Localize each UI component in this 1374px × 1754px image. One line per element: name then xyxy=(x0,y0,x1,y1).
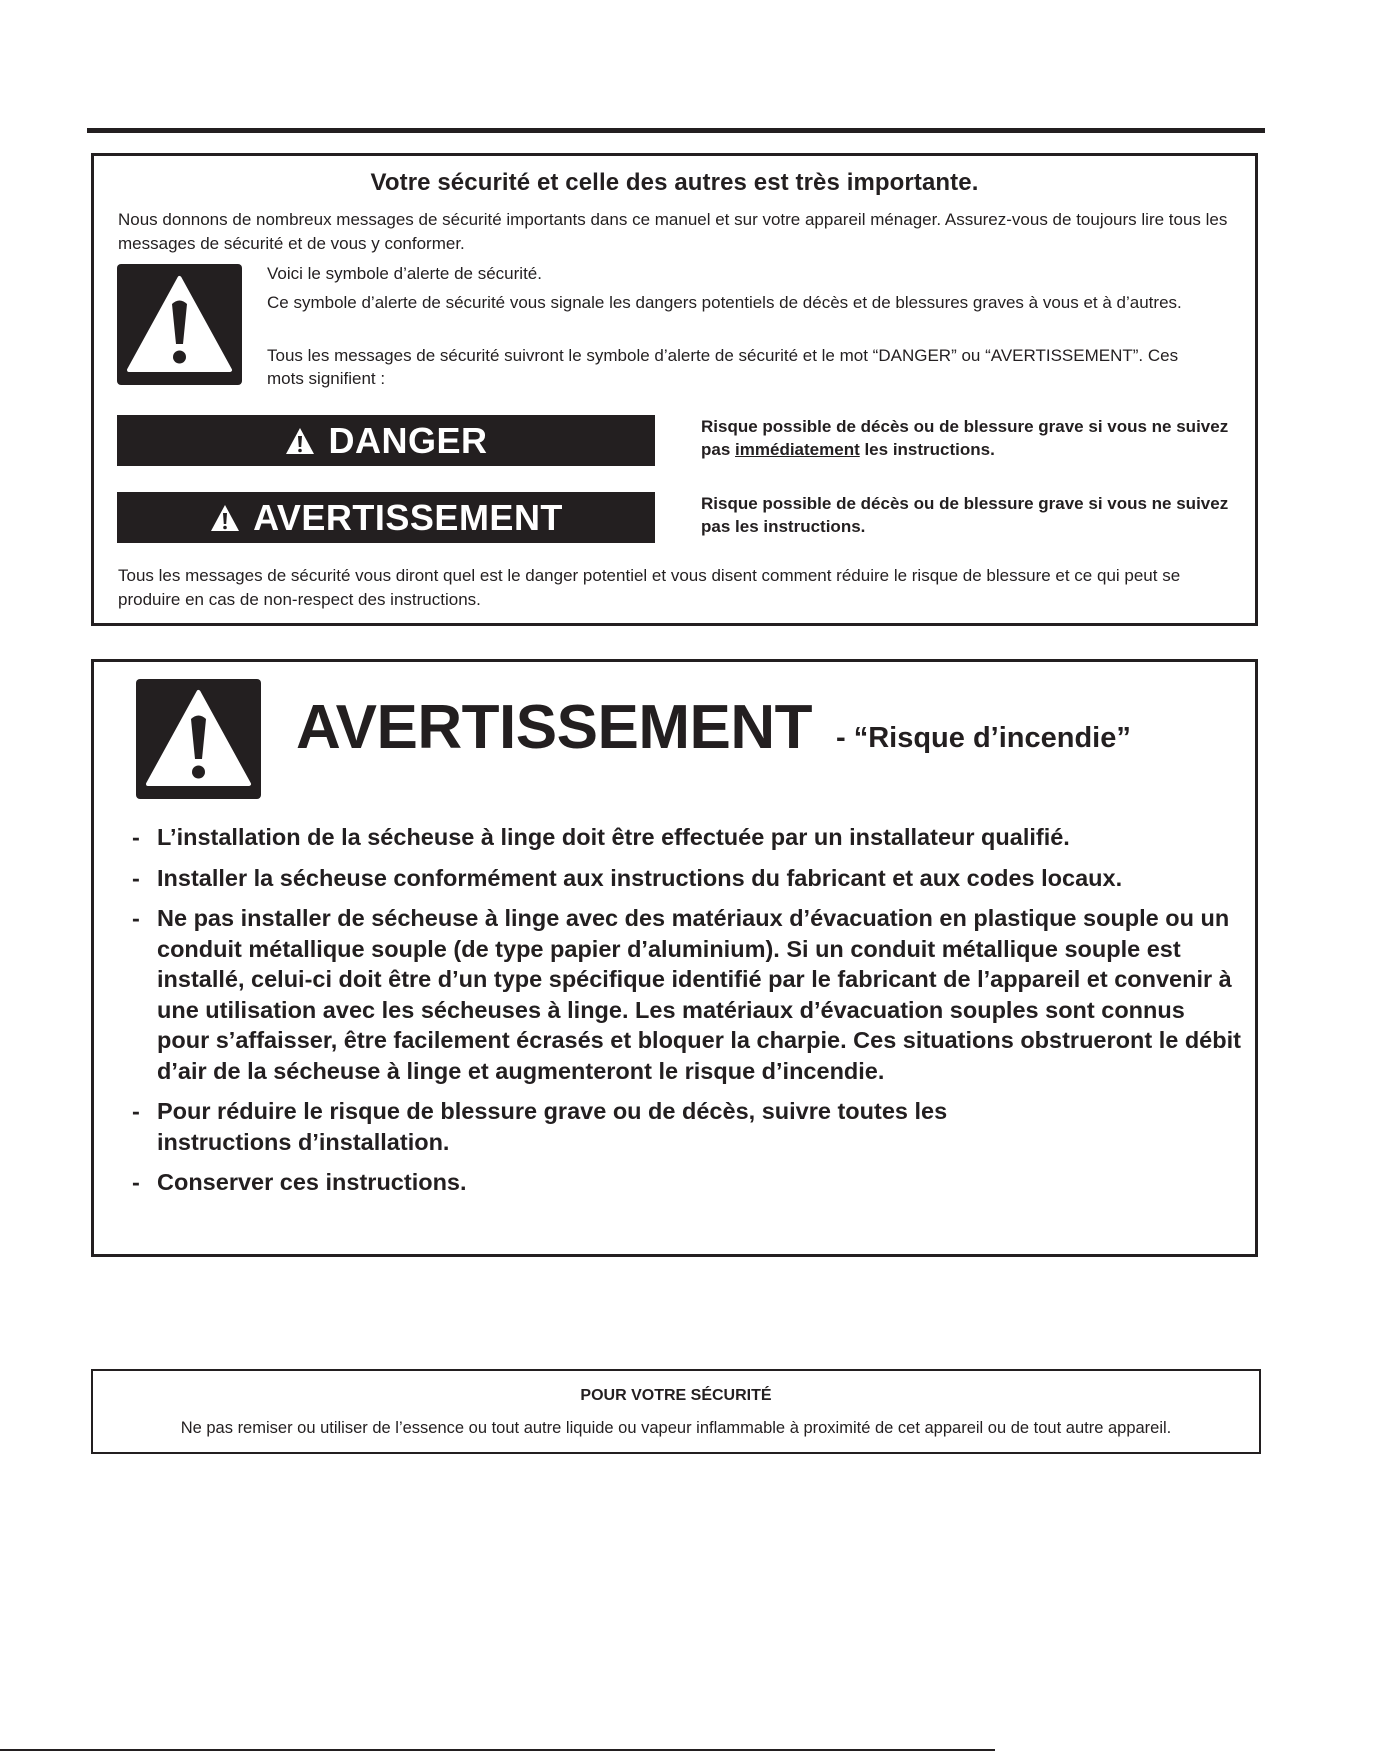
list-dash: - xyxy=(132,1169,140,1195)
symbol-follow: Tous les messages de sécurité suivront le symbole d’alerte de sécurité et le mot “DANGER” ou “AVERTISSEMENT”. Ces mots signifient : xyxy=(267,346,1179,388)
list-item-text: L’installation de la sécheuse à linge doit être effectuée par un installateur qualifié. xyxy=(157,824,1070,850)
safety-note-text: Ne pas remiser ou utiliser de l’essence ou tout autre liquide ou vapeur inflammable à proximité de cet appareil ou de tout autre appareil. xyxy=(180,1419,1172,1437)
symbol-meaning: Ce symbole d’alerte de sécurité vous signale les dangers potentiels de décès et de blessures graves à vous et à d’autres. xyxy=(267,293,1182,312)
list-item-text: Ne pas installer de sécheuse à linge avec des matériaux d’évacuation en plastique souple ou un conduit métallique souple (de type papier d’aluminium). Si un conduit métallique souple est installé, celui-ci doit être d’un type spécifique identifié par le fabricant de l’appareil et convenir à une utilisation avec les sécheuses à linge. Les matériaux d’évacuation souples sont connus pour s’affaisser, être facilement écrasés et bloquer la charpie. Ces situations obstrueront le débit d’air de la sécheuse à linge et augmenteront le risque d’incendie. xyxy=(157,905,1241,1084)
warning-definition: Risque possible de décès ou de blessure grave si vous ne suivez pas les instructions. xyxy=(701,494,1229,536)
safety-alert-icon xyxy=(136,679,261,799)
danger-def-part2: les instructions. xyxy=(859,440,995,459)
fire-warning-heading: AVERTISSEMENT xyxy=(296,693,812,762)
danger-signal-bar xyxy=(117,415,655,466)
top-rule xyxy=(87,128,1265,133)
list-item xyxy=(132,863,1242,894)
list-item xyxy=(132,903,1242,1086)
list-item-text: Installer la sécheuse conformément aux instructions du fabricant et aux codes locaux. xyxy=(157,864,1123,891)
danger-definition xyxy=(701,415,1251,461)
danger-label: DANGER xyxy=(328,419,488,461)
safety-box-title: Votre sécurité et celle des autres est très importante. xyxy=(370,169,979,196)
fire-warning-box xyxy=(91,659,1258,1257)
list-dash: - xyxy=(132,1098,140,1124)
safety-note-box xyxy=(91,1369,1261,1454)
list-item xyxy=(132,822,1242,853)
warning-triangle-icon xyxy=(209,503,241,533)
list-item xyxy=(132,1096,1242,1157)
safety-alert-icon xyxy=(117,264,242,385)
danger-def-underlined: immédiatement xyxy=(735,440,860,459)
list-item-text: Conserver ces instructions. xyxy=(157,1169,467,1195)
safety-note-title: POUR VOTRE SÉCURITÉ xyxy=(580,1387,772,1404)
list-dash: - xyxy=(132,864,140,891)
list-item xyxy=(132,1167,1242,1198)
bottom-rule xyxy=(0,1749,995,1751)
list-dash: - xyxy=(132,905,140,931)
safety-info-box xyxy=(91,153,1258,626)
warning-signal-bar xyxy=(117,492,655,543)
warning-label: AVERTISSEMENT xyxy=(253,496,563,538)
safety-box-intro: Nous donnons de nombreux messages de sécurité importants dans ce manuel et sur votre appareil ménager. Assurez-vous de toujours lire tous les messages de sécurité et de vous y conformer. xyxy=(118,210,1228,253)
warning-triangle-icon xyxy=(284,426,316,456)
list-item-text: Pour réduire le risque de blessure grave ou de décès, suivre toutes les instructions d’installation. xyxy=(157,1098,948,1155)
danger-def-part1: Risque possible de décès ou de blessure grave si vous ne suivez pas xyxy=(701,417,1229,459)
safety-box-footer: Tous les messages de sécurité vous diront quel est le danger potentiel et vous disent comment réduire le risque de blessure et ce qui peut se produire en cas de non-respect des instructions. xyxy=(118,566,1181,609)
list-dash: - xyxy=(132,824,140,850)
symbol-line: Voici le symbole d’alerte de sécurité. xyxy=(267,264,542,283)
fire-warning-list xyxy=(132,822,1242,1208)
fire-warning-subheading: - “Risque d’incendie” xyxy=(836,722,1131,754)
